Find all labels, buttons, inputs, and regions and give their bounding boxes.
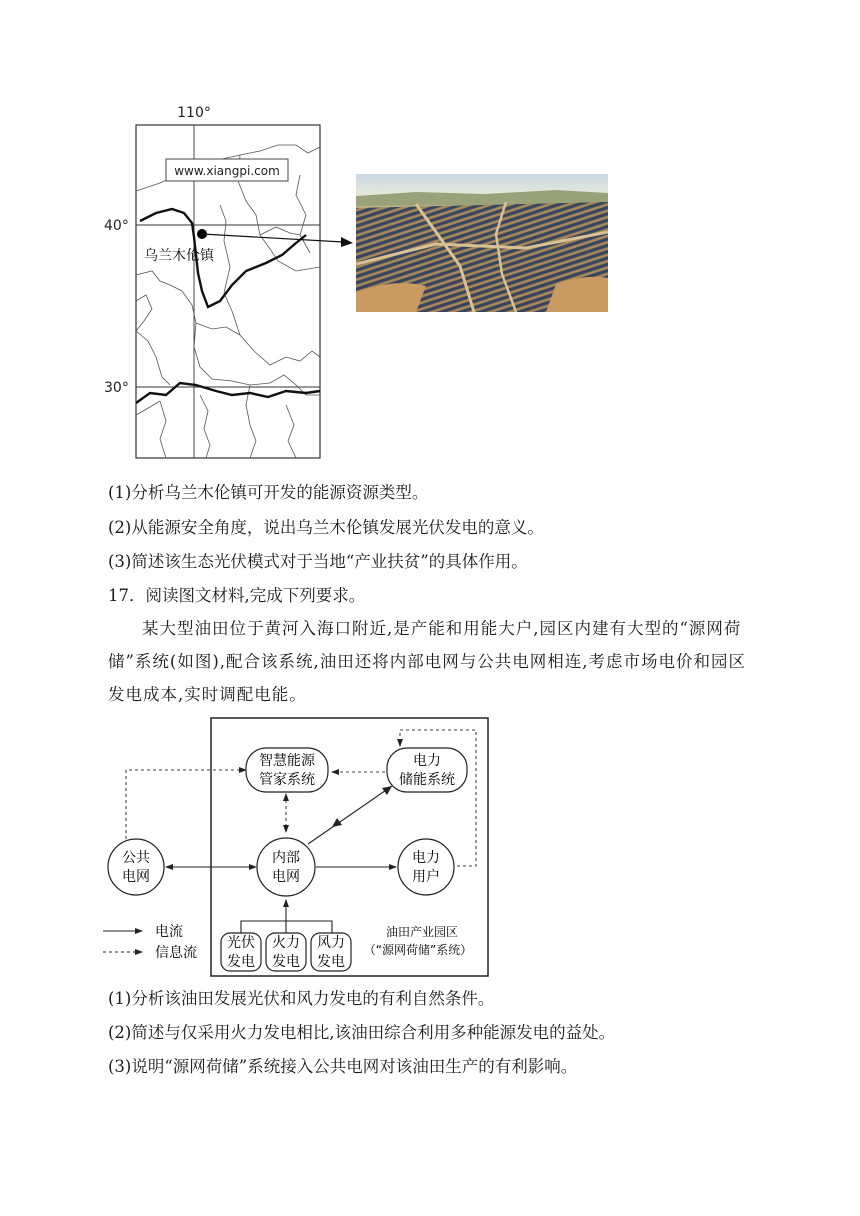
energy-system-diagram — [100, 714, 495, 980]
thermal-label-1: 火力 — [272, 935, 300, 951]
wind-label-1: 风力 — [317, 935, 345, 951]
internal-grid-node — [257, 838, 315, 896]
latitude-40-label: 40° — [104, 218, 129, 234]
q16-item-3: (3)简述该生态光伏模式对于当地“产业扶贫”的具体作用。 — [108, 552, 528, 571]
smart-energy-label-1: 智慧能源 — [259, 753, 315, 769]
public-grid-label-1: 公共 — [122, 850, 150, 866]
thermal-label-2: 发电 — [272, 954, 300, 970]
internal-grid-label-1: 内部 — [272, 850, 300, 866]
map-to-photo-arrow — [195, 225, 360, 255]
q17-item-1: (1)分析该油田发展光伏和风力发电的有利自然条件。 — [108, 989, 495, 1008]
smart-energy-label-2: 管家系统 — [259, 772, 315, 788]
current-internal-storage — [308, 786, 392, 844]
power-user-label-2: 用户 — [412, 869, 440, 885]
q16-item-1: (1)分析乌兰木伦镇可开发的能源资源类型。 — [108, 483, 429, 502]
q17-paragraph: 某大型油田位于黄河入海口附近,是产能和用能大户,园区内建有大型的“源网荷储”系统(如图),配合该系统,油田还将内部电网与公共电网相连,考虑市场电价和园区发电成本,实时调配电能。 — [108, 619, 747, 704]
q17-heading: 17．阅读图文材料,完成下列要求。 — [108, 586, 366, 605]
current-arrow-to-internal — [332, 818, 342, 827]
storage-label-2: 储能系统 — [399, 772, 455, 788]
power-user-label-1: 电力 — [412, 850, 440, 866]
current-arrow-to-storage — [382, 786, 392, 795]
solar-label-1: 光伏 — [227, 935, 255, 951]
wind-label-2: 发电 — [317, 954, 345, 970]
internal-grid-label-2: 电网 — [272, 869, 300, 885]
q17-item-2: (2)简述与仅采用火力发电相比,该油田综合利用多种能源发电的益处。 — [108, 1023, 616, 1042]
power-user-node — [398, 839, 454, 895]
public-grid-node — [108, 839, 164, 895]
longitude-label: 110° — [177, 105, 211, 121]
info-flow-smart-to-public — [126, 770, 246, 840]
public-grid-label-2: 电网 — [122, 869, 150, 885]
q16-item-2: (2)从能源安全角度，说出乌兰木伦镇发展光伏发电的意义。 — [108, 518, 544, 537]
legend-info-label: 信息流 — [155, 945, 197, 961]
legend-current-label: 电流 — [155, 924, 183, 940]
latitude-30-label: 30° — [104, 380, 129, 396]
park-label-1: 油田产业园区 — [385, 925, 459, 939]
solar-farm-photo — [356, 174, 608, 312]
park-label-2: （“源网荷储”系统） — [363, 943, 473, 957]
q17-item-3: (3)说明“源网荷储”系统接入公共电网对该油田生产的有利影响。 — [108, 1057, 578, 1076]
town-label: 乌兰木伦镇 — [144, 248, 214, 264]
watermark-text: www.xiangpi.com — [174, 164, 280, 178]
solar-label-2: 发电 — [227, 954, 255, 970]
storage-label-1: 电力 — [413, 753, 441, 769]
location-map — [100, 95, 330, 465]
